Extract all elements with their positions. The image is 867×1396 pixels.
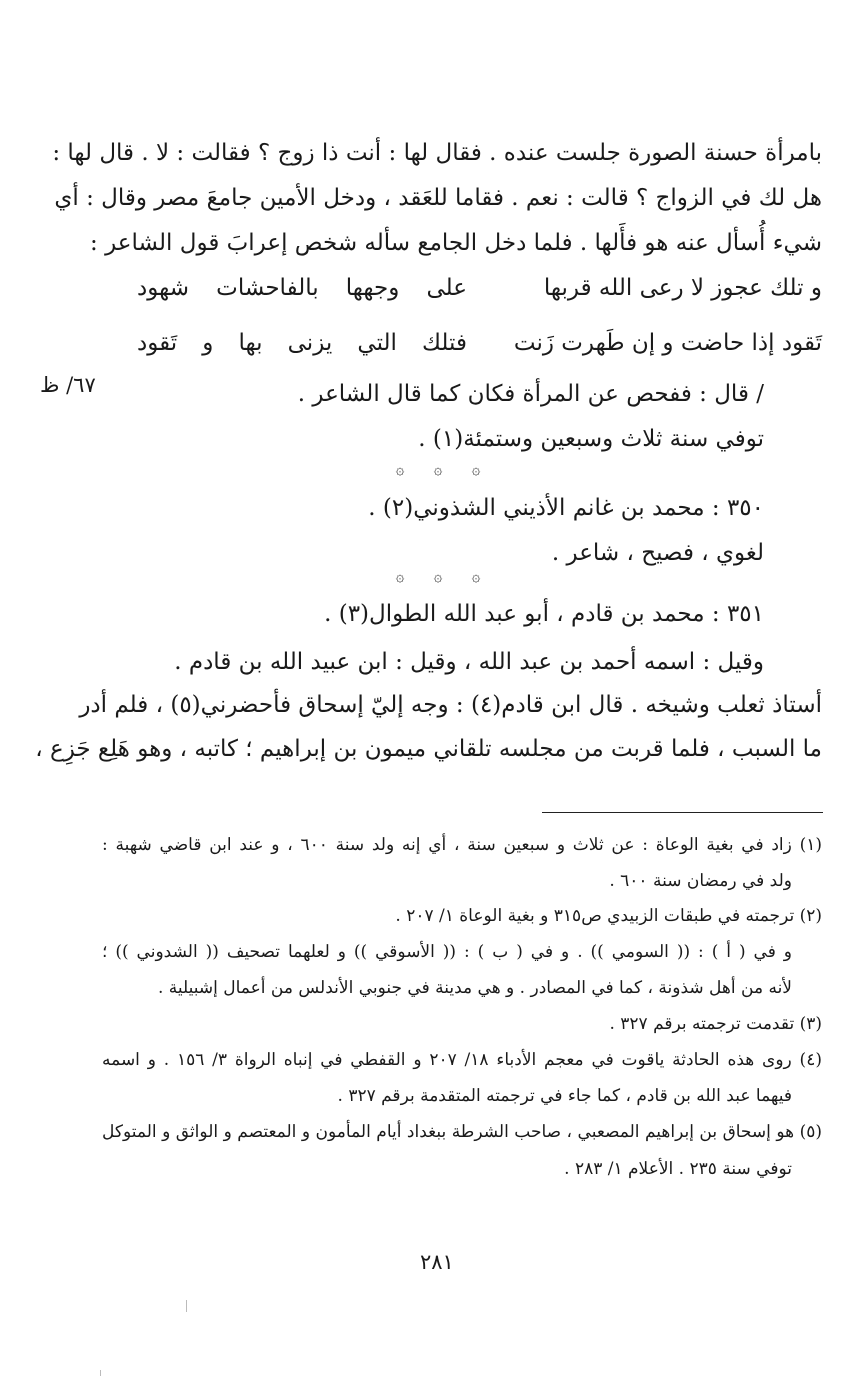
footnote-5-continuation: توفي سنة ٢٣٥ . الأعلام ١/ ٢٨٣ . bbox=[564, 1159, 792, 1179]
footnote-5: (٥) هو إسحاق بن إبراهيم المصعبي ، صاحب الشرطة ببغداد أيام المأمون و المعتصم و الواثق و المتوكل bbox=[102, 1122, 822, 1142]
footnote-2-continuation-1: و في ( أ ) : (( السومي )) . و في ( ب ) : (( الأسوقي )) و لعلهما تصحيف (( الشدوني )) ؛ bbox=[102, 942, 792, 962]
verse-1-first-hemistich: و تلك عجوز لا رعى الله قربها bbox=[543, 275, 822, 301]
verse-2-first-hemistich: تَقود إذا حاضت و إن طَهرت زَنت bbox=[513, 330, 822, 356]
scan-artifact bbox=[100, 1370, 101, 1376]
footnote-3: (٣) تقدمت ترجمته برقم ٣٢٧ . bbox=[609, 1014, 822, 1034]
death-date-line: توفي سنة ثلاث وسبعين وستمئة(١) . bbox=[418, 426, 764, 452]
ornament-star-icon: ۞ bbox=[395, 567, 405, 585]
ornament-star-icon: ۞ bbox=[471, 567, 481, 585]
entry-351-line-3: ما السبب ، فلما قربت من مجلسه تلقاني ميمون بن إبراهيم ؛ كاتبه ، وهو هَلِع جَزِع ، bbox=[35, 736, 822, 762]
entry-350-heading: ٣٥٠ : محمد بن غانم الأذيني الشذوني(٢) . bbox=[368, 495, 764, 521]
section-separator bbox=[381, 460, 495, 478]
footnote-1: (١) زاد في بغية الوعاة : عن ثلاث و سبعين سنة ، أي إنه ولد سنة ٦٠٠ ، و عند ابن قاضي شهبة : bbox=[102, 835, 823, 855]
ornament-star-icon: ۞ bbox=[471, 460, 481, 478]
footnote-2-continuation-2: لأنه من أهل شذونة ، كما في المصادر . و هي مدينة في جنوبي الأندلس من أعمال إشبيلية . bbox=[157, 978, 792, 998]
footnote-separator-rule bbox=[542, 812, 823, 813]
entry-351-line-2: أستاذ ثعلب وشيخه . قال ابن قادم(٤) : وجه إليّ إسحاق فأحضرني(٥) ، فلم أدر bbox=[79, 692, 822, 718]
verse-1-second-hemistich: على وجهها بالفاحشات شهود bbox=[137, 275, 467, 301]
entry-351-heading: ٣٥١ : محمد بن قادم ، أبو عبد الله الطوال(٣) . bbox=[324, 601, 764, 627]
footnote-2: (٢) ترجمته في طبقات الزبيدي ص٣١٥ و بغية الوعاة ١/ ٢٠٧ . bbox=[395, 906, 822, 926]
footnote-1-continuation: ولد في رمضان سنة ٦٠٠ . bbox=[609, 871, 792, 891]
after-verse-line-1: / قال : ففحص عن المرأة فكان كما قال الشاعر . bbox=[297, 381, 764, 407]
ornament-star-icon: ۞ bbox=[433, 567, 443, 585]
section-separator bbox=[381, 567, 495, 585]
margin-note: ٦٧/ ظ bbox=[40, 373, 96, 397]
scan-artifact bbox=[186, 1300, 187, 1312]
entry-351-line-1: وقيل : اسمه أحمد بن عبد الله ، وقيل : ابن عبيد الله بن قادم . bbox=[174, 649, 764, 675]
body-line-2: هل لك في الزواج ؟ قالت : نعم . فقاما للعَقد ، ودخل الأمين جامعَ مصر وقال : أي bbox=[54, 185, 822, 211]
ornament-star-icon: ۞ bbox=[433, 460, 443, 478]
body-line-1: بامرأة حسنة الصورة جلست عنده . فقال لها : أنت ذا زوج ؟ فقالت : لا . قال لها : bbox=[52, 140, 822, 166]
ornament-star-icon: ۞ bbox=[395, 460, 405, 478]
verse-2-second-hemistich: فتلك التي يزنى بها و تَقود bbox=[137, 330, 467, 356]
body-line-3: شيء أُسأل عنه هو فأَلها . فلما دخل الجامع سأله شخص إعرابَ قول الشاعر : bbox=[90, 230, 822, 256]
footnote-4-continuation: فيهما عبد الله بن قادم ، كما جاء في ترجمته المتقدمة برقم ٣٢٧ . bbox=[337, 1086, 792, 1106]
entry-350-description: لغوي ، فصيح ، شاعر . bbox=[551, 540, 764, 566]
footnote-4: (٤) روى هذه الحادثة ياقوت في معجم الأدباء ١٨/ ٢٠٧ و القفطي في إنباه الرواة ٣/ ١٥٦ . و اسمه bbox=[102, 1050, 822, 1070]
page-number: ٢٨١ bbox=[420, 1250, 454, 1274]
